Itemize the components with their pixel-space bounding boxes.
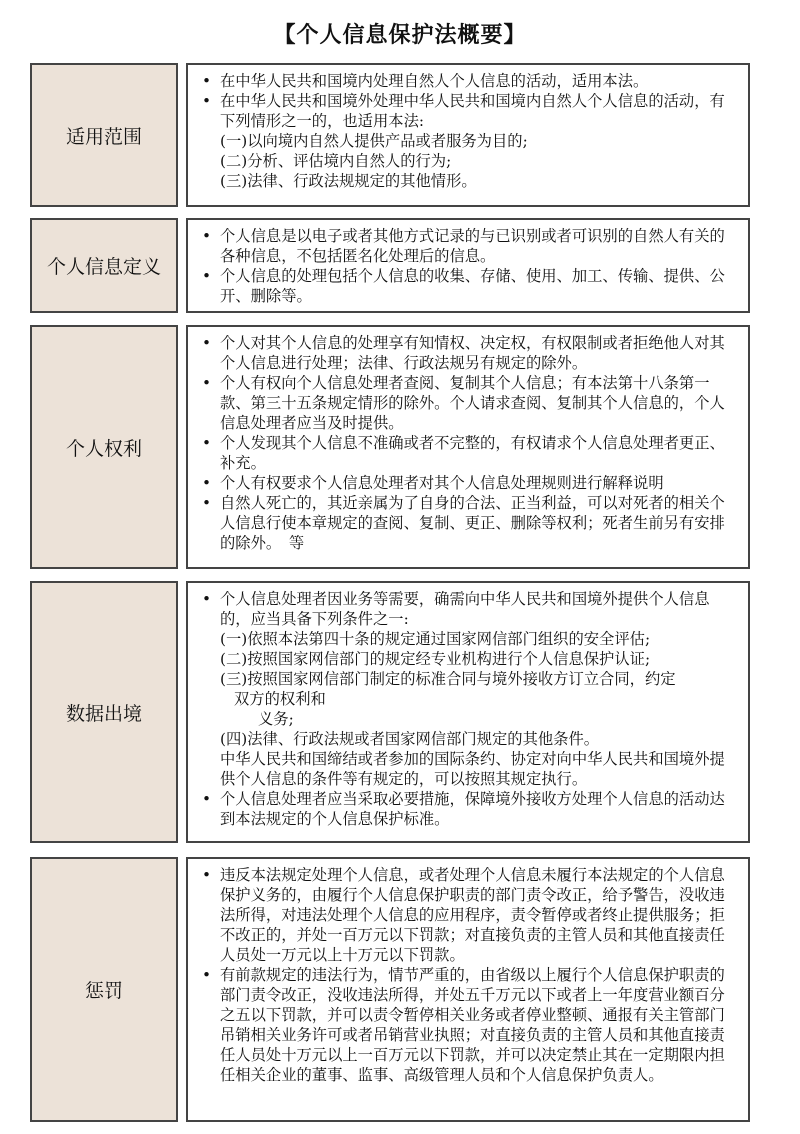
list-item: (四)法律、行政法规或者国家网信部门规定的其他条件。 [220, 730, 600, 748]
list-item: • 个人信息处理者因业务等需要，确需向中华人民共和国境外提供个人信息的，应当具备下列条件之一: [198, 589, 738, 629]
list-item: • 个人信息是以电子或者其他方式记录的与已识别或者可识别的自然人有关的各种信息，不包括匿名化处理后的信息。 [198, 226, 738, 266]
section-label-definition: 个人信息定义 [30, 218, 178, 313]
list-item: • 个人信息的处理包括个人信息的收集、存储、使用、加工、传输、提供、公开、删除等。 [198, 266, 738, 306]
list-item: • 个人信息处理者应当采取必要措施，保障境外接收方处理个人信息的活动达到本法规定的个人信息保护标准。 [198, 789, 738, 829]
list-item: • 有前款规定的违法行为，情节严重的，由省级以上履行个人信息保护职责的部门责令改正，没收违法所得，并处五千万元以下或者上一年度营业额百分之五以下罚款，并可以责令暂停相关业务或者停业整顿、通报有关主管部门吊销相关业务许可或者吊销营业执照；对直接负责的主管人员和其他直接责任人员处十万元以上一百万元以下罚款，并可以决定禁止其在一定期限内担任相关企业的董事、监事、高级管理人员和个人信息保护负责人。 [198, 965, 738, 1085]
list-item: (三)按照国家网信部门制定的标准合同与境外接收方订立合同，约定 [220, 670, 676, 688]
section-content-cross-border [186, 581, 750, 843]
list-item: 中华人民共和国缔结或者参加的国际条约、协定对向中华人民共和国境外提供个人信息的条件等有规定的，可以按照其规定执行。 [220, 750, 725, 788]
list-item: • 个人对其个人信息的处理享有知情权、决定权，有权限制或者拒绝他人对其个人信息进行处理；法律、行政法规另有规定的除外。 [198, 333, 738, 373]
section-label-scope: 适用范围 [30, 63, 178, 207]
section-content-definition [186, 218, 750, 313]
section-content-scope [186, 63, 750, 207]
section-content-rights [186, 325, 750, 569]
list-item: • 个人有权向个人信息处理者查阅、复制其个人信息；有本法第十八条第一款、第三十五条规定情形的除外。个人请求查阅、复制其个人信息的，个人信息处理者应当及时提供。 [198, 373, 738, 433]
list-item: • 在中华人民共和国境内处理自然人个人信息的活动，适用本法。 [198, 71, 738, 91]
list-item: (二)分析、评估境内自然人的行为; [220, 152, 452, 170]
list-item: (三)法律、行政法规规定的其他情形。 [220, 172, 477, 190]
section-content-penalty [186, 857, 750, 1122]
list-item: 义务; [258, 710, 294, 728]
list-item: • 在中华人民共和国境外处理中华人民共和国境内自然人个人信息的活动，有下列情形之一的，也适用本法: [198, 91, 738, 131]
list-item: • 违反本法规定处理个人信息，或者处理个人信息未履行本法规定的个人信息保护义务的，由履行个人信息保护职责的部门责令改正，给予警告，没收违法所得，对违法处理个人信息的应用程序，责令暂停或者终止提供服务；拒不改正的，并处一百万元以下罚款；对直接负责的主管人员和其他直接责任人员处一万元以上十万元以下罚款。 [198, 865, 738, 965]
list-item: (二)按照国家网信部门的规定经专业机构进行个人信息保护认证; [220, 650, 651, 668]
list-item: • 个人发现其个人信息不准确或者不完整的，有权请求个人信息处理者更正、补充。 [198, 433, 738, 473]
section-label-penalty: 惩罚 [30, 857, 178, 1122]
list-item: • 自然人死亡的，其近亲属为了自身的合法、正当利益，可以对死者的相关个人信息行使本章规定的查阅、复制、更正、删除等权利；死者生前另有安排的除外。 等 [198, 493, 738, 553]
list-item: • 个人有权要求个人信息处理者对其个人信息处理规则进行解释说明 [198, 473, 738, 493]
list-item: (一)以向境内自然人提供产品或者服务为目的; [220, 132, 528, 150]
list-item: 双方的权利和 [234, 690, 326, 708]
section-label-cross-border: 数据出境 [30, 581, 178, 843]
section-label-rights: 个人权利 [30, 325, 178, 569]
list-item: (一)依照本法第四十条的规定通过国家网信部门组织的安全评估; [220, 630, 651, 648]
page-title: 【个人信息保护法概要】 [273, 22, 527, 48]
